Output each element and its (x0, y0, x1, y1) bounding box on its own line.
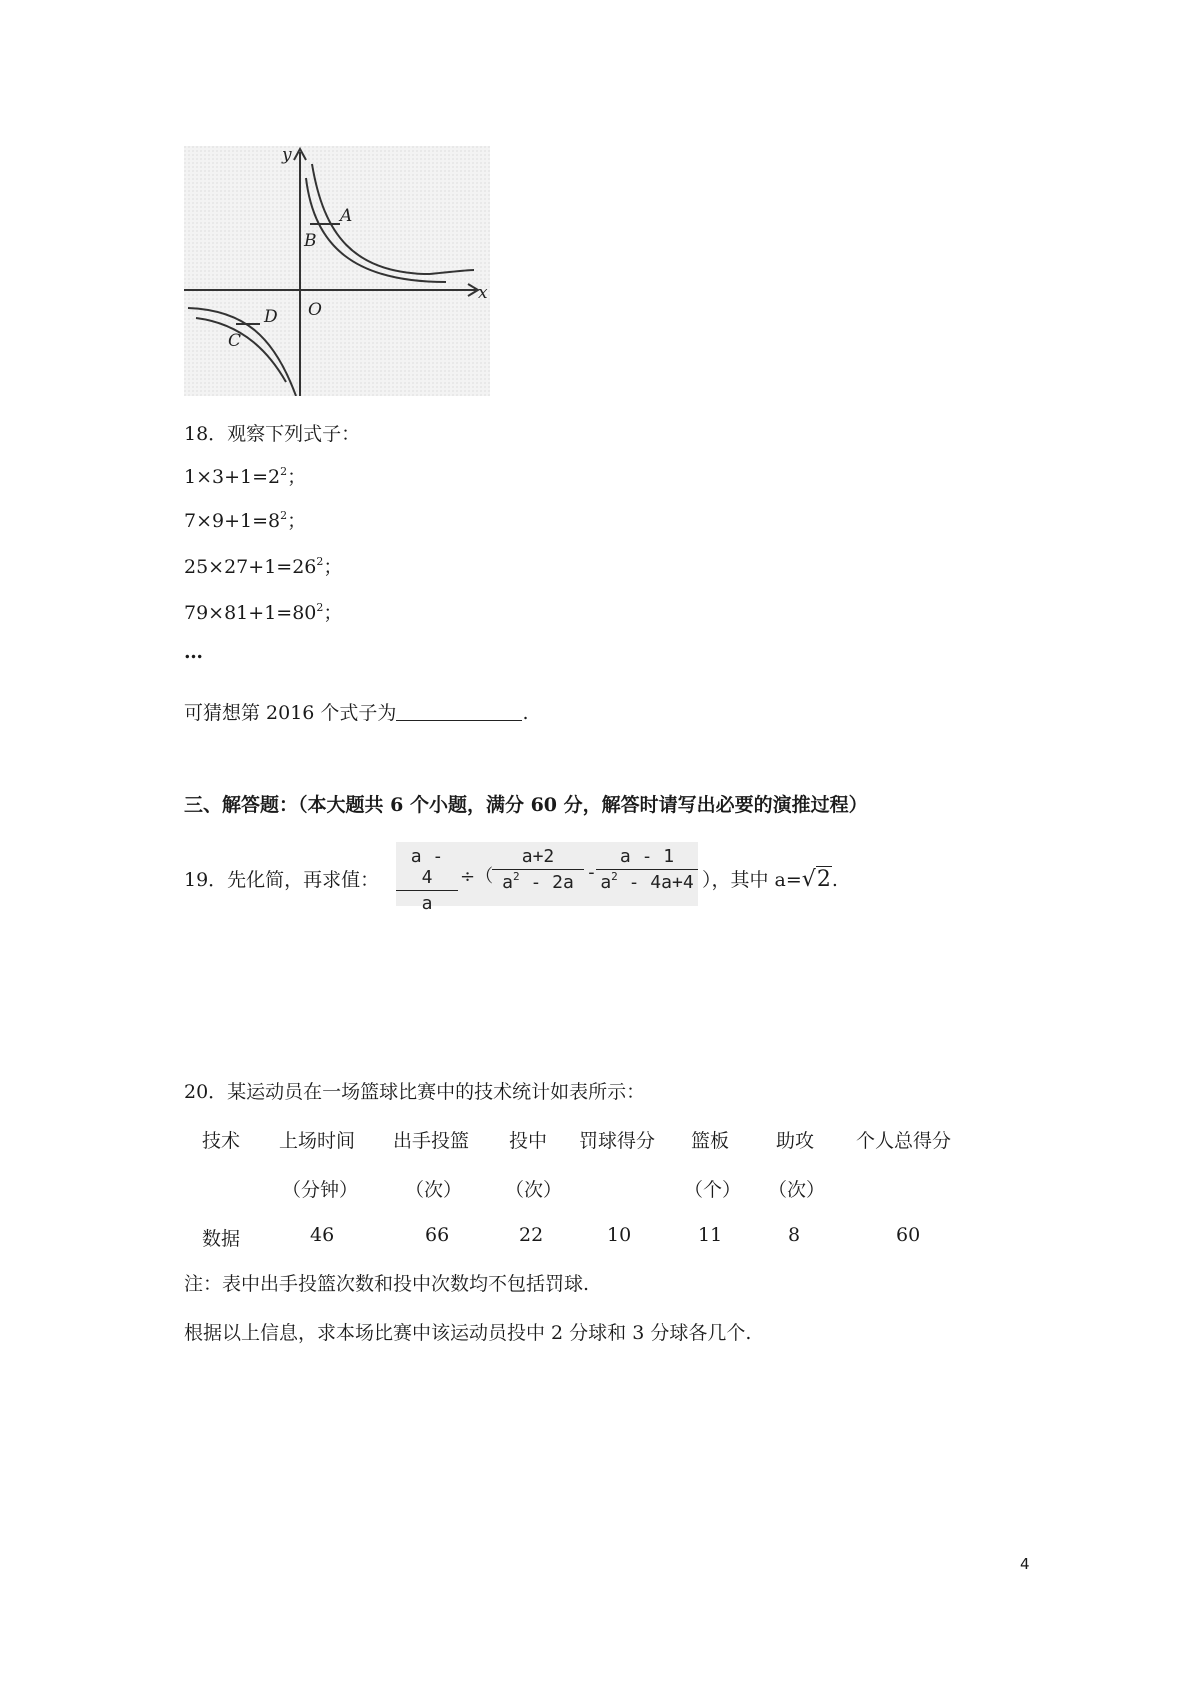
table-row-label: 数据 (202, 1228, 241, 1250)
table-cell: 11 (698, 1224, 723, 1246)
q18-line-1 (184, 462, 306, 489)
q18-line-3-exp: 2 (316, 555, 324, 568)
axis-label-y: y (282, 146, 292, 165)
q18-line-2-exp: 2 (280, 509, 288, 522)
q20-title: 20．某运动员在一场篮球比赛中的技术统计如表所示： (184, 1081, 646, 1103)
q19-minus: - (586, 862, 597, 883)
q19-frac2-den-base: a (502, 872, 514, 893)
q19-frac2-den (492, 872, 584, 893)
table-header: 上场时间 (279, 1130, 356, 1152)
table-unit: （次） (768, 1179, 826, 1201)
table-cell: 46 (310, 1224, 335, 1246)
q19-sqrt (802, 866, 832, 892)
q19-frac3-num: a - 1 (619, 846, 675, 867)
q19-frac2-num: a+2 (521, 846, 555, 867)
table-cell: 10 (607, 1224, 632, 1246)
q19-frac3-den-tail: - 4a+4 (617, 872, 694, 893)
point-label-b: B (304, 231, 317, 251)
q18-line-4 (184, 598, 342, 625)
point-label-d: D (264, 307, 278, 327)
q19-frac3 (596, 846, 698, 893)
q18-line-2-tail: ； (287, 510, 307, 532)
table-unit: （次） (405, 1179, 463, 1201)
q18-ellipsis: … (184, 641, 203, 663)
q19-formula-image (396, 842, 698, 914)
q18-line-4-base: 79×81+1=80 (184, 602, 317, 624)
q18-line-3 (184, 552, 342, 579)
table-header: 罚球得分 (579, 1130, 656, 1152)
q19-frac3-den-base: a (600, 872, 612, 893)
q18-line-1-exp: 2 (280, 465, 288, 478)
q18-guess-end: . (522, 702, 529, 724)
table-unit: （分钟） (282, 1179, 359, 1201)
q18-line-2-base: 7×9+1=8 (184, 510, 281, 532)
q19-frac1-num: a - 4 (410, 846, 444, 888)
q19-radicand: 2 (816, 867, 831, 892)
q18-line-1-tail: ； (287, 466, 307, 488)
point-label-c: C (228, 331, 242, 351)
q19-frac2-den-tail: - 2a (519, 872, 574, 893)
q19-frac3-den (596, 872, 698, 893)
q19-frac2-den-exp: 2 (513, 870, 520, 883)
table-unit: （次） (505, 1179, 563, 1201)
table-cell: 66 (425, 1224, 450, 1246)
section3-title: 三、解答题：（本大题共 6 个小题，满分 60 分，解答时请写出必要的演推过程） (184, 794, 868, 816)
axis-label-x: x (478, 283, 488, 303)
table-cell: 60 (896, 1224, 921, 1246)
q19-frac2 (492, 846, 584, 893)
q18-line-4-exp: 2 (316, 601, 324, 614)
table-header: 投中 (509, 1130, 548, 1152)
table-header: 技术 (202, 1130, 241, 1152)
q20-question: 根据以上信息，求本场比赛中该运动员投中 2 分球和 3 分球各几个. (184, 1322, 752, 1344)
q18-answer-blank (396, 702, 522, 721)
table-cell: 22 (519, 1224, 544, 1246)
q18-line-2 (184, 506, 306, 533)
q18-line-4-tail: ； (323, 602, 343, 624)
q18-guess-text: 可猜想第 2016 个式子为 (184, 702, 397, 724)
q18-title: 18．观察下列式子： (184, 423, 361, 445)
point-label-a: A (340, 206, 353, 226)
table-unit: （个） (684, 1179, 742, 1201)
origin-label: O (308, 300, 322, 320)
hyperbola-graph (184, 146, 490, 396)
q19-close: ），其中 a= (702, 869, 802, 891)
sqrt-sign-icon: √ (801, 867, 816, 892)
q19-suffix (702, 865, 838, 892)
q19-prefix: 19．先化简，再求值： (184, 869, 380, 891)
table-header: 篮板 (691, 1130, 730, 1152)
page-number: 4 (1020, 1555, 1030, 1573)
table-cell: 8 (788, 1224, 801, 1246)
q19-frac2-bar (492, 869, 584, 870)
q19-end: . (831, 869, 838, 891)
q18-line-3-tail: ； (323, 556, 343, 578)
q19-frac1-den: a (421, 893, 433, 914)
q20-note: 注：表中出手投篮次数和投中次数均不包括罚球. (184, 1273, 590, 1295)
q18-line-3-base: 25×27+1=26 (184, 556, 317, 578)
q19-frac1-bar (396, 890, 458, 891)
table-header: 出手投篮 (393, 1130, 470, 1152)
table-header: 助攻 (776, 1130, 815, 1152)
q19-frac1 (396, 846, 458, 914)
q18-guess (184, 698, 528, 725)
graph-background (184, 146, 490, 396)
table-header: 个人总得分 (856, 1130, 952, 1152)
q19-frac3-den-exp: 2 (611, 870, 618, 883)
q18-line-1-base: 1×3+1=2 (184, 466, 281, 488)
q19-divide: ÷（ (460, 866, 494, 887)
